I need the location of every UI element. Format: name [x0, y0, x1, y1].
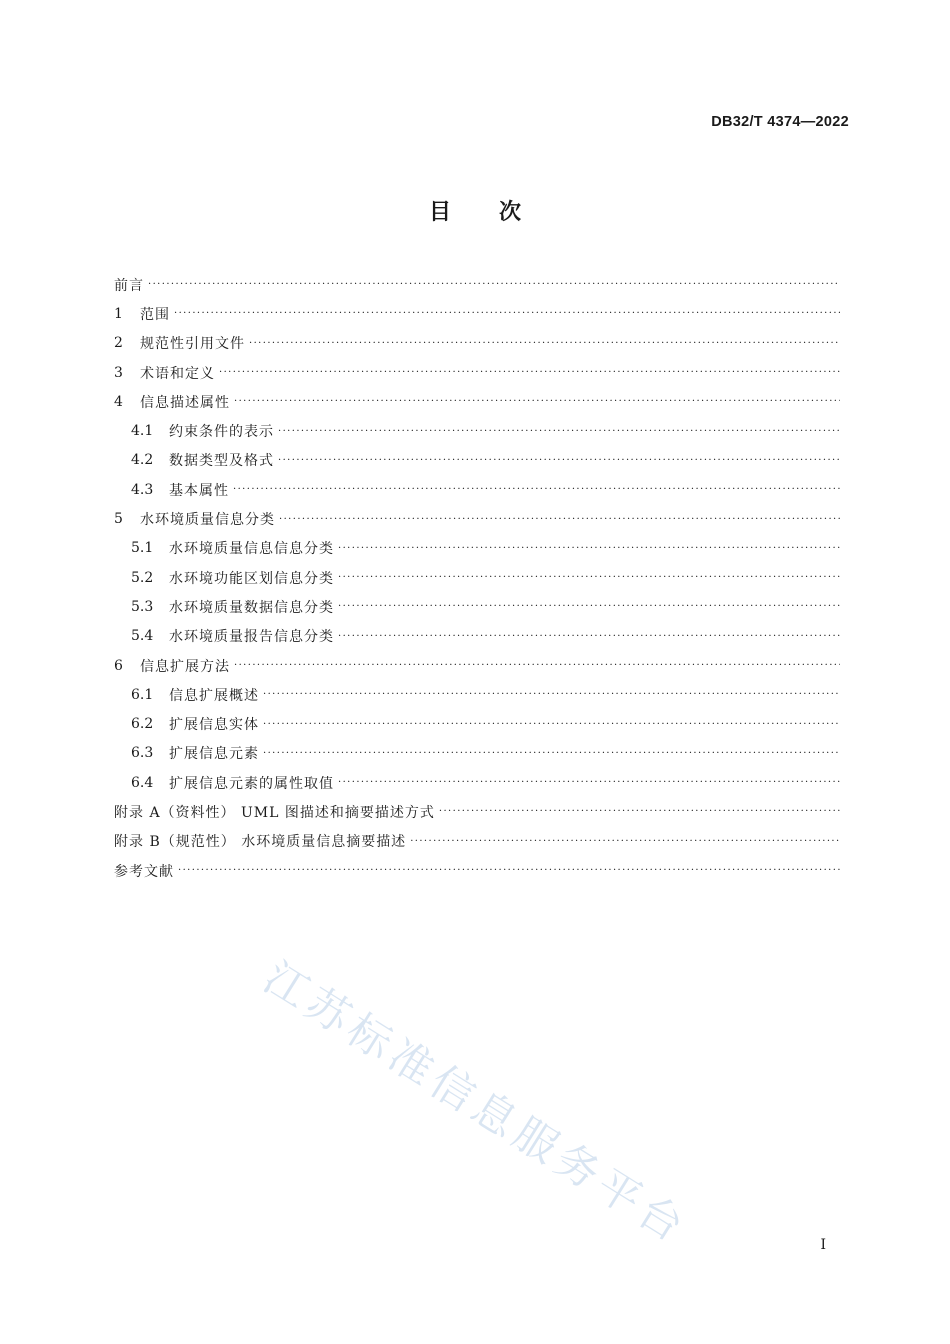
- toc-entry-label: 信息扩展方法: [140, 658, 230, 675]
- toc-entry-number: 5: [114, 511, 123, 528]
- toc-entry-5[interactable]: [114, 504, 840, 533]
- toc-entry-4-3[interactable]: [114, 475, 840, 504]
- toc-entry-label: 水环境功能区划信息分类: [169, 570, 334, 587]
- toc-entry-4-2[interactable]: [114, 446, 840, 475]
- toc-entry-label: 参考文献: [114, 863, 174, 880]
- toc-entry-5-3[interactable]: [114, 592, 840, 621]
- table-of-contents: [114, 270, 840, 885]
- toc-entry-appendix-b[interactable]: [114, 827, 840, 856]
- toc-entry-4[interactable]: [114, 387, 840, 416]
- toc-entry-number: 6.4: [131, 774, 154, 791]
- toc-leader-dots: [278, 426, 840, 437]
- toc-entry-number: 5.2: [131, 569, 154, 586]
- page-title: 目次: [428, 200, 569, 225]
- toc-entry-label: 规范性引用文件: [140, 336, 245, 353]
- toc-leader-dots: [439, 806, 840, 817]
- toc-entry-label: 数据类型及格式: [169, 453, 274, 470]
- toc-entry-label: 范围: [140, 306, 170, 323]
- toc-entry-label: 约束条件的表示: [169, 424, 274, 441]
- toc-leader-dots: [263, 748, 840, 759]
- toc-leader-dots: [233, 484, 840, 495]
- standard-code: DB32/T 4374—2022: [711, 114, 849, 130]
- toc-leader-dots: [263, 719, 840, 730]
- toc-entry-label: 前言: [114, 277, 144, 294]
- toc-entry-number: 1: [114, 305, 123, 322]
- toc-entry-label: 附录 B（规范性） 水环境质量信息摘要描述: [114, 834, 407, 851]
- toc-entry-label: 基本属性: [169, 482, 229, 499]
- toc-entry-6-4[interactable]: [114, 768, 840, 797]
- toc-leader-dots: [148, 279, 840, 290]
- toc-entry-appendix-a[interactable]: [114, 797, 840, 826]
- toc-entry-number: 6.3: [131, 745, 154, 762]
- toc-entry-number: 5.3: [131, 598, 154, 615]
- toc-leader-dots: [219, 367, 840, 378]
- toc-leader-dots: [410, 836, 840, 847]
- toc-entry-number: 4.3: [131, 481, 154, 498]
- toc-entry-number: 6.2: [131, 716, 154, 733]
- toc-entry-foreword[interactable]: [114, 270, 840, 299]
- toc-entry-label: 扩展信息元素的属性取值: [169, 775, 334, 792]
- toc-entry-6-3[interactable]: [114, 739, 840, 768]
- toc-entry-number: 4.2: [131, 452, 154, 469]
- toc-leader-dots: [279, 514, 840, 525]
- toc-leader-dots: [234, 396, 840, 407]
- toc-entry-5-4[interactable]: [114, 622, 840, 651]
- toc-entry-number: 3: [114, 364, 123, 381]
- toc-leader-dots: [338, 777, 840, 788]
- toc-entry-number: 4.1: [131, 423, 154, 440]
- toc-entry-label: 信息描述属性: [140, 394, 230, 411]
- toc-leader-dots: [263, 689, 840, 700]
- toc-entry-number: 6.1: [131, 686, 154, 703]
- toc-leader-dots: [278, 455, 840, 466]
- toc-leader-dots: [338, 572, 840, 583]
- toc-entry-label: 扩展信息元素: [169, 746, 259, 763]
- page-number: I: [820, 1237, 826, 1253]
- toc-entry-6-1[interactable]: [114, 680, 840, 709]
- toc-entry-number: 2: [114, 335, 123, 352]
- toc-entry-label: 水环境质量报告信息分类: [169, 629, 334, 646]
- toc-entry-number: 6: [114, 657, 123, 674]
- toc-leader-dots: [338, 601, 840, 612]
- watermark: 江苏标准信息服务平台: [254, 952, 697, 1255]
- toc-entry-label: 水环境质量信息信息分类: [169, 541, 334, 558]
- toc-entry-3[interactable]: [114, 358, 840, 387]
- toc-entry-number: 4: [114, 393, 123, 410]
- toc-entry-label: 附录 A（资料性） UML 图描述和摘要描述方式: [114, 804, 435, 821]
- toc-leader-dots: [178, 865, 840, 876]
- toc-entry-label: 术语和定义: [140, 365, 215, 382]
- toc-leader-dots: [338, 631, 840, 642]
- toc-entry-5-2[interactable]: [114, 563, 840, 592]
- toc-leader-dots: [249, 338, 840, 349]
- toc-entry-label: 水环境质量信息分类: [140, 512, 275, 529]
- toc-entry-label: 水环境质量数据信息分类: [169, 599, 334, 616]
- toc-entry-number: 5.4: [131, 628, 154, 645]
- toc-entry-6-2[interactable]: [114, 709, 840, 738]
- toc-leader-dots: [234, 660, 840, 671]
- toc-entry-6[interactable]: [114, 651, 840, 680]
- toc-entry-1[interactable]: [114, 299, 840, 328]
- toc-leader-dots: [338, 543, 840, 554]
- toc-entry-5-1[interactable]: [114, 534, 840, 563]
- toc-entry-references[interactable]: [114, 856, 840, 885]
- toc-entry-2[interactable]: [114, 329, 840, 358]
- toc-leader-dots: [174, 308, 840, 319]
- toc-entry-number: 5.1: [131, 540, 154, 557]
- toc-entry-4-1[interactable]: [114, 416, 840, 445]
- toc-entry-label: 信息扩展概述: [169, 687, 259, 704]
- toc-entry-label: 扩展信息实体: [169, 717, 259, 734]
